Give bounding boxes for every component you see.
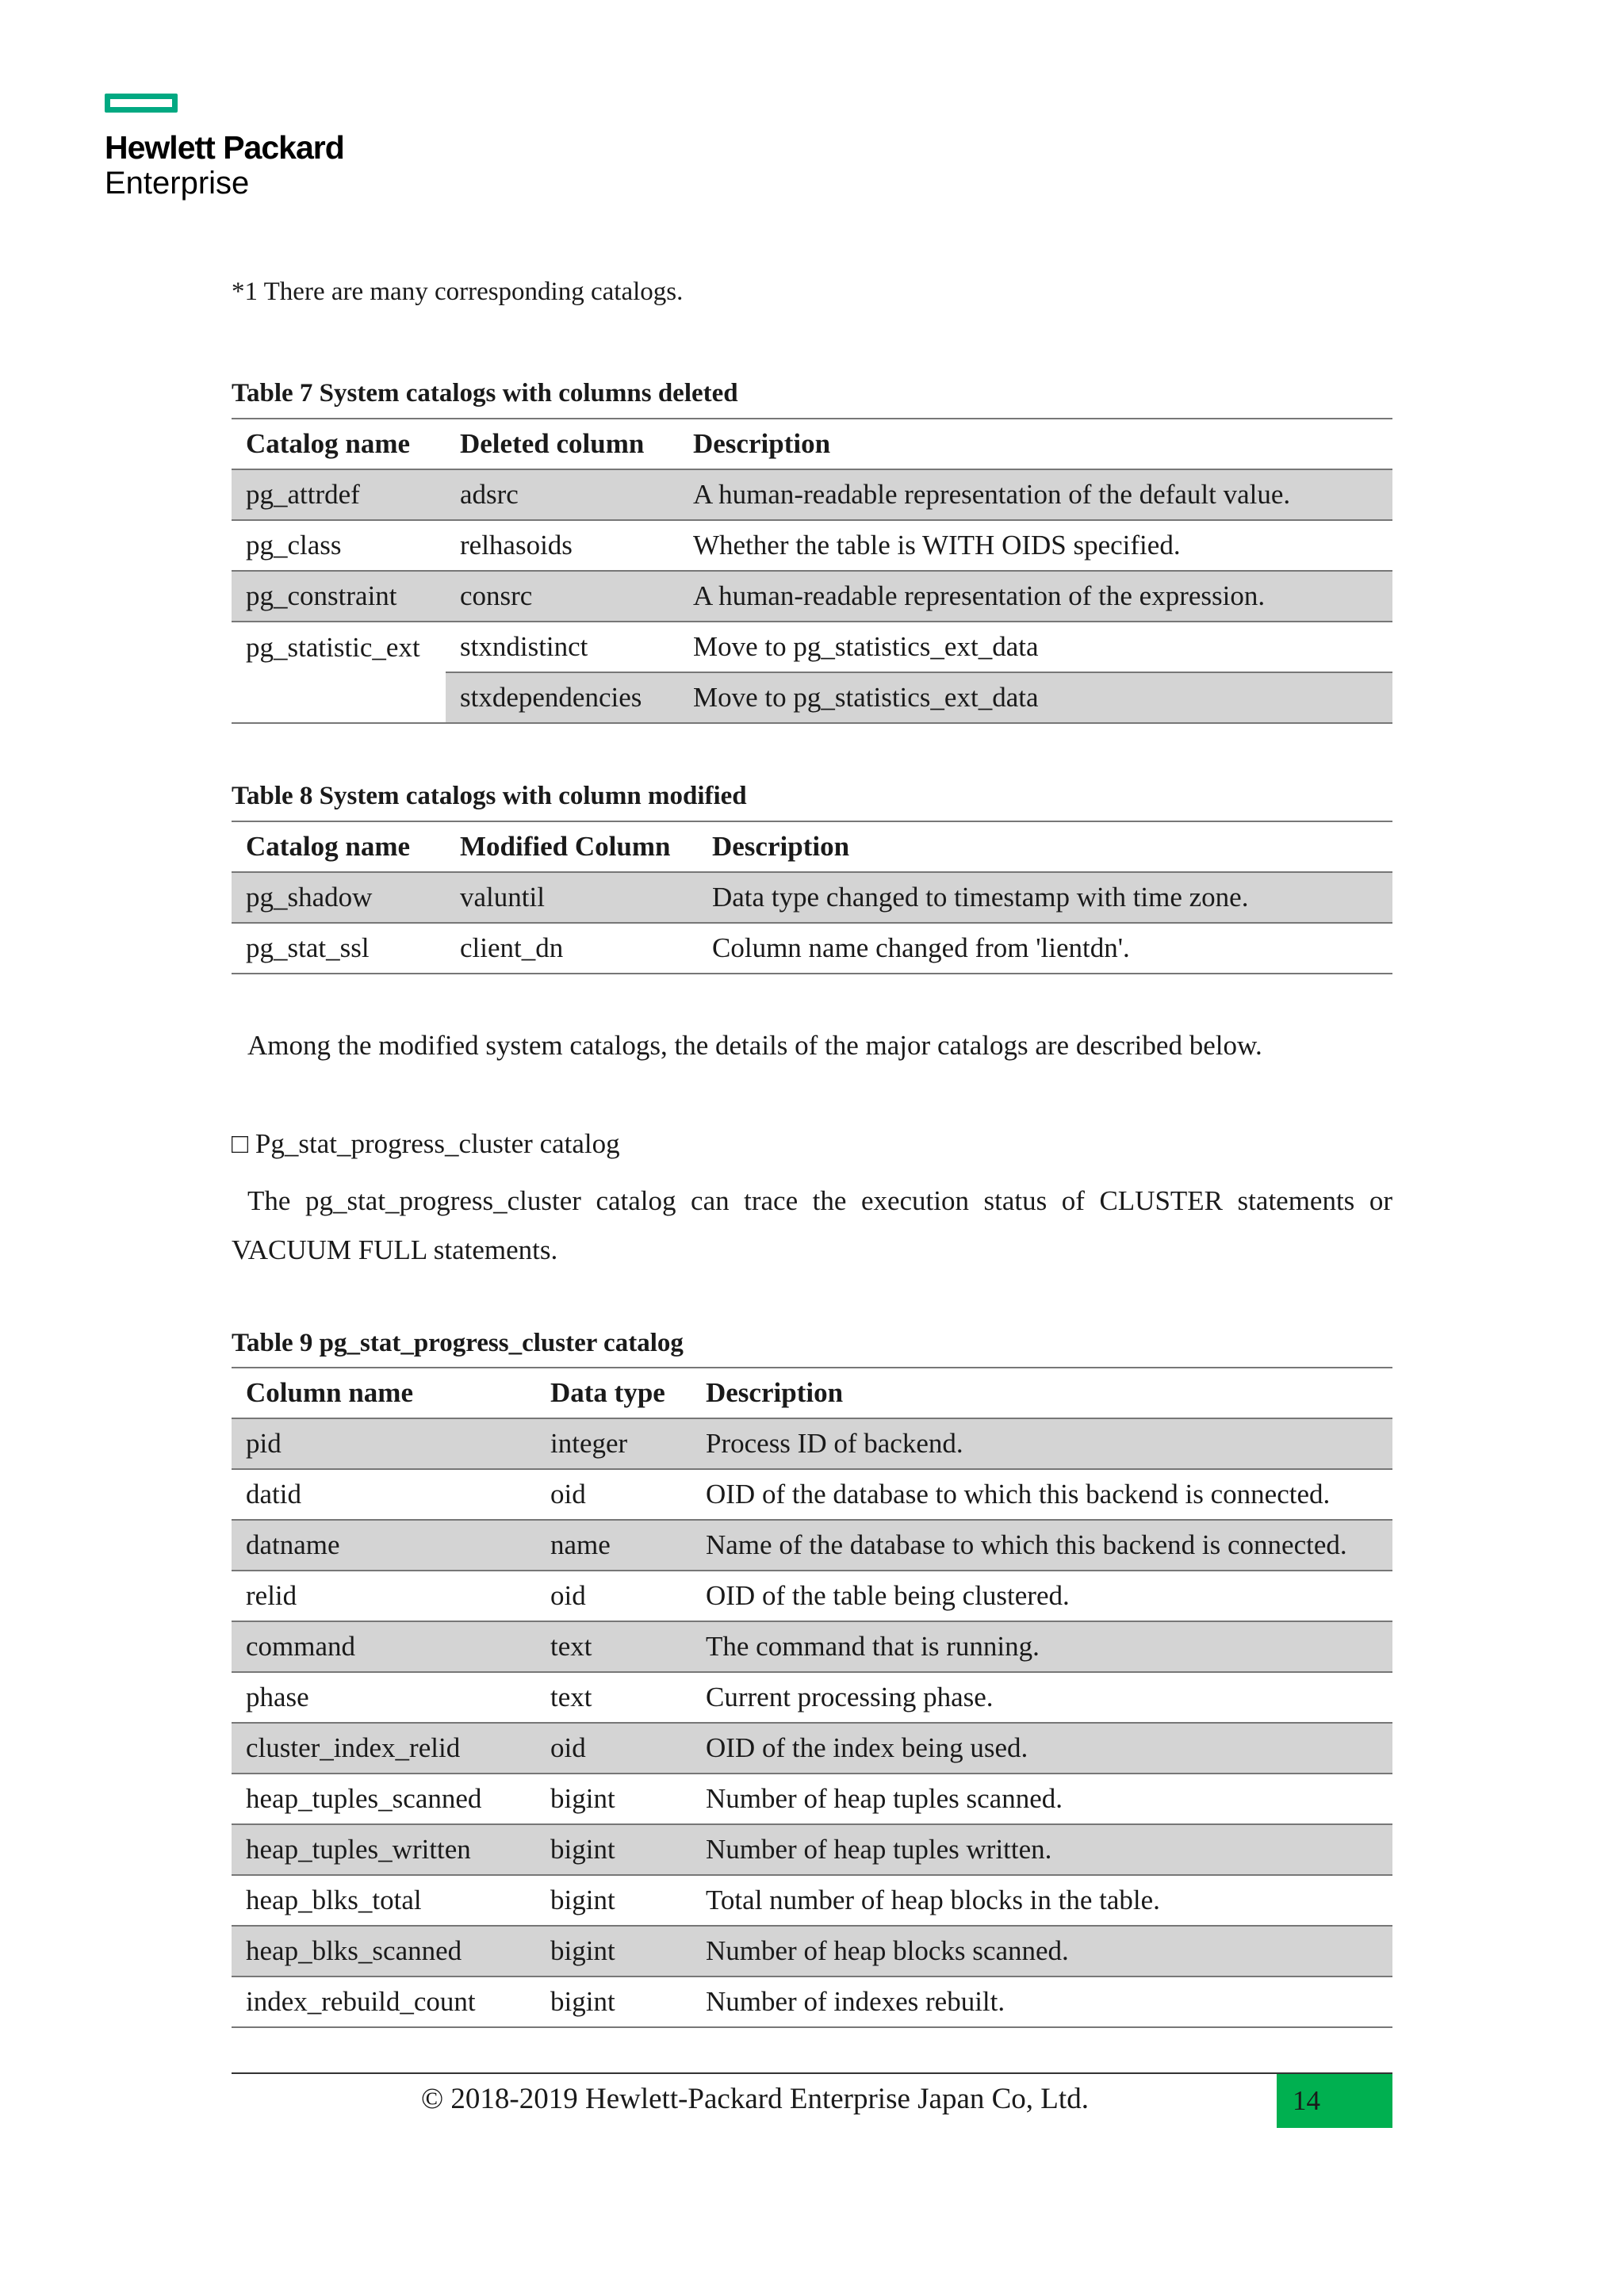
table-cell: stxndistinct — [446, 622, 679, 672]
table-cell: Whether the table is WITH OIDS specified. — [679, 520, 1392, 571]
table-cell: relhasoids — [446, 520, 679, 571]
table-cell: heap_blks_scanned — [232, 1926, 536, 1976]
footer-copyright: © 2018-2019 Hewlett-Packard Enterprise Japan Co, Ltd. — [421, 2083, 1089, 2115]
table-row — [232, 1672, 1392, 1723]
table-cell: cluster_index_relid — [232, 1723, 536, 1774]
table-cell: relid — [232, 1571, 536, 1621]
table-cell: Number of heap tuples scanned. — [691, 1774, 1392, 1824]
table-row — [232, 1571, 1392, 1621]
table-cell: integer — [536, 1418, 691, 1469]
table-row — [232, 923, 1392, 974]
table-cell: bigint — [536, 1875, 691, 1926]
table8 — [232, 821, 1392, 974]
table-cell: Move to pg_statistics_ext_data — [679, 672, 1392, 723]
table-cell: pg_constraint — [232, 571, 446, 622]
table-cell: heap_blks_total — [232, 1875, 536, 1926]
table-cell: bigint — [536, 1774, 691, 1824]
table9 — [232, 1367, 1392, 2028]
table-cell: phase — [232, 1672, 536, 1723]
table-row — [232, 1418, 1392, 1469]
table-row — [232, 520, 1392, 571]
table-cell: Current processing phase. — [691, 1672, 1392, 1723]
table-cell: bigint — [536, 1926, 691, 1976]
table-cell: OID of the index being used. — [691, 1723, 1392, 1774]
column-header: Description — [698, 821, 1392, 872]
table-cell: Column name changed from 'lientdn'. — [698, 923, 1392, 974]
column-header: Catalog name — [232, 821, 446, 872]
table9-caption: Table 9 pg_stat_progress_cluster catalog — [232, 1329, 684, 1357]
table-cell: index_rebuild_count — [232, 1976, 536, 2027]
table-cell: client_dn — [446, 923, 698, 974]
table-cell: Total number of heap blocks in the table. — [691, 1875, 1392, 1926]
table-cell: The command that is running. — [691, 1621, 1392, 1672]
table-cell: heap_tuples_scanned — [232, 1774, 536, 1824]
table-cell: pg_stat_ssl — [232, 923, 446, 974]
footer-divider — [232, 2072, 1392, 2074]
hpe-logo-mark-icon — [105, 94, 178, 113]
table-cell: pg_attrdef — [232, 469, 446, 520]
intro-paragraph: Among the modified system catalogs, the details of the major catalogs are described below. — [247, 1030, 1262, 1061]
table-row — [232, 1621, 1392, 1672]
table-row — [232, 622, 1392, 672]
table-cell: pg_statistic_ext — [232, 622, 446, 723]
table-cell: valuntil — [446, 872, 698, 923]
table-cell: Move to pg_statistics_ext_data — [679, 622, 1392, 672]
table-row — [232, 872, 1392, 923]
table-row — [232, 1926, 1392, 1976]
footnote: *1 There are many corresponding catalogs. — [232, 277, 684, 306]
table-cell: consrc — [446, 571, 679, 622]
table-cell: A human-readable representation of the expression. — [679, 571, 1392, 622]
column-header: Catalog name — [232, 419, 446, 469]
table-cell: Number of heap tuples written. — [691, 1824, 1392, 1875]
table-cell: oid — [536, 1469, 691, 1520]
table-cell: bigint — [536, 1976, 691, 2027]
table-cell: datname — [232, 1520, 536, 1571]
table-cell: heap_tuples_written — [232, 1824, 536, 1875]
table-cell: Name of the database to which this backend is connected. — [691, 1520, 1392, 1571]
table-header-row — [232, 419, 1392, 469]
company-logo — [105, 94, 344, 201]
logo-text-line1: Hewlett Packard — [105, 129, 344, 166]
table-cell: datid — [232, 1469, 536, 1520]
table-row — [232, 1520, 1392, 1571]
table-cell: command — [232, 1621, 536, 1672]
table-cell: Number of heap blocks scanned. — [691, 1926, 1392, 1976]
table7 — [232, 418, 1392, 724]
table-cell: text — [536, 1672, 691, 1723]
table-cell: pg_shadow — [232, 872, 446, 923]
table-cell: OID of the table being clustered. — [691, 1571, 1392, 1621]
table-cell: Data type changed to timestamp with time zone. — [698, 872, 1392, 923]
table-header-row — [232, 1368, 1392, 1418]
table-cell: Number of indexes rebuilt. — [691, 1976, 1392, 2027]
table-cell: adsrc — [446, 469, 679, 520]
table-row — [232, 1723, 1392, 1774]
table-cell: OID of the database to which this backend is connected. — [691, 1469, 1392, 1520]
table-row — [232, 571, 1392, 622]
logo-text-line2: Enterprise — [105, 166, 250, 201]
table-row — [232, 1976, 1392, 2027]
column-header: Modified Column — [446, 821, 698, 872]
column-header: Data type — [536, 1368, 691, 1418]
column-header: Deleted column — [446, 419, 679, 469]
table-row — [232, 1875, 1392, 1926]
section-heading: □ Pg_stat_progress_cluster catalog — [232, 1128, 620, 1159]
table-cell: bigint — [536, 1824, 691, 1875]
table8-caption: Table 8 System catalogs with column modified — [232, 782, 747, 810]
table-row — [232, 1469, 1392, 1520]
table-cell: oid — [536, 1723, 691, 1774]
table-cell: stxdependencies — [446, 672, 679, 723]
table-cell: Process ID of backend. — [691, 1418, 1392, 1469]
column-header: Description — [691, 1368, 1392, 1418]
table-cell: pg_class — [232, 520, 446, 571]
table-header-row — [232, 821, 1392, 872]
table-row — [232, 1824, 1392, 1875]
page-number: 14 — [1277, 2074, 1392, 2128]
table-row — [232, 469, 1392, 520]
table-cell: name — [536, 1520, 691, 1571]
table-cell: oid — [536, 1571, 691, 1621]
table-row — [232, 1774, 1392, 1824]
table7-caption: Table 7 System catalogs with columns deleted — [232, 379, 738, 408]
table-cell: A human-readable representation of the default value. — [679, 469, 1392, 520]
section-body: The pg_stat_progress_cluster catalog can trace the execution status of CLUSTER statements or VACUUM FULL statements. — [232, 1185, 1392, 1265]
table-cell: text — [536, 1621, 691, 1672]
column-header: Description — [679, 419, 1392, 469]
table-cell: pid — [232, 1418, 536, 1469]
column-header: Column name — [232, 1368, 536, 1418]
